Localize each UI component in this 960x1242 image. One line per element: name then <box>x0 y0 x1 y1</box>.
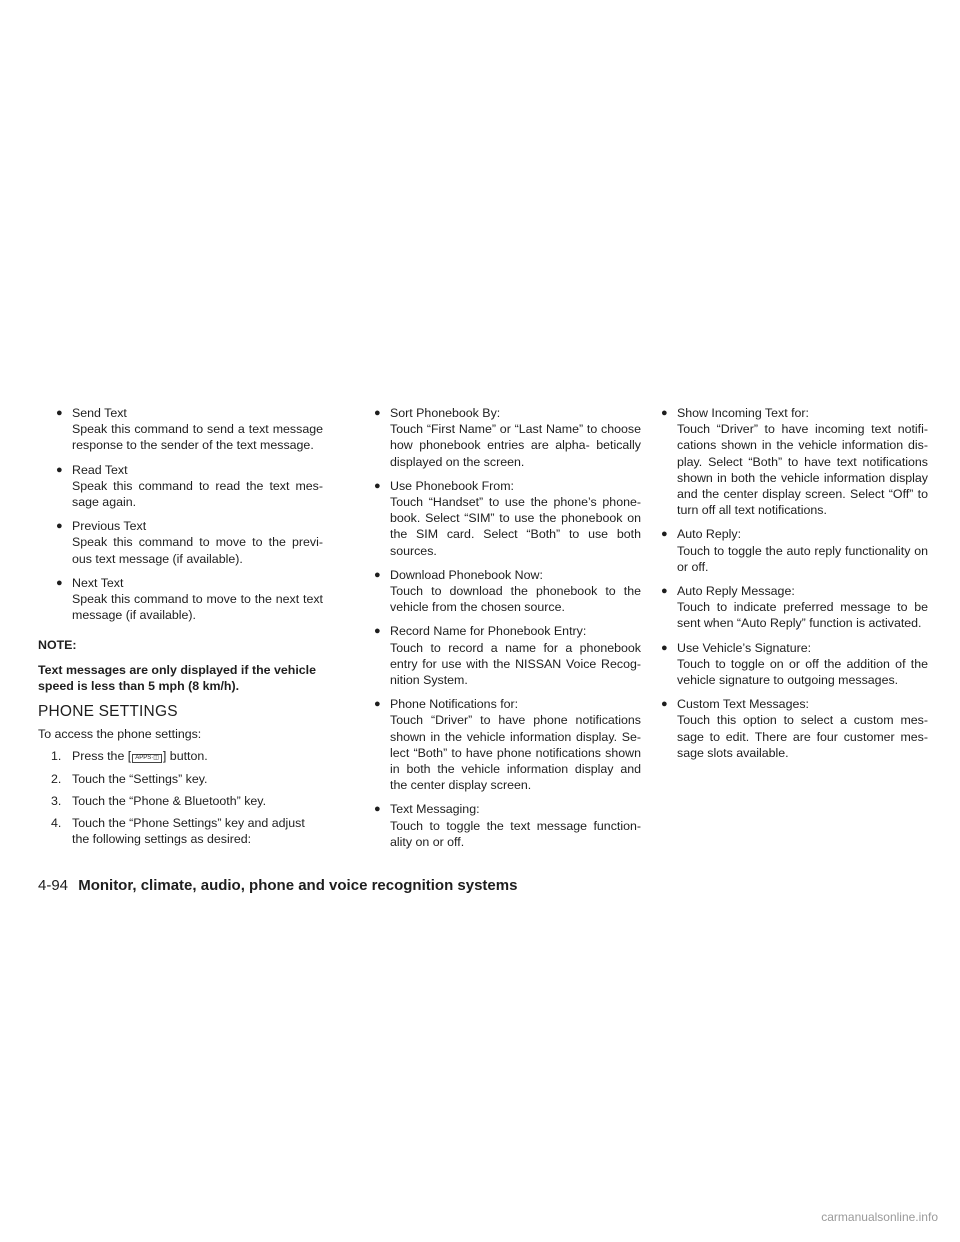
list-item <box>643 696 928 761</box>
list-item <box>356 801 641 850</box>
step-item <box>38 815 323 847</box>
step-text: Touch the “Settings” key. <box>72 771 208 786</box>
bullet-icon: ● <box>374 625 381 638</box>
bullet-icon: ● <box>661 641 668 654</box>
item-description: Touch to record a name for a phonebook entry for use with the NISSAN Voice Recog- nition System. <box>390 640 641 688</box>
list-item <box>38 462 323 511</box>
item-description: Speak this command to move to the previ- ous text message (if available). <box>72 535 323 566</box>
note-label: NOTE: <box>38 638 77 653</box>
item-description: Touch “Handset” to use the phone’s phone- book. Select “SIM” to use the phonebook on the SIM card. Select “Both” to use both sources. <box>390 495 641 558</box>
item-description: Touch “First Name” or “Last Name” to choose how phonebook entries are alpha- betically displayed on the screen. <box>390 422 641 469</box>
item-title: Record Name for Phonebook Entry: <box>390 624 587 639</box>
list-item <box>38 518 323 567</box>
bullet-icon: ● <box>56 520 63 533</box>
bullet-icon: ● <box>661 698 668 711</box>
bullet-icon: ● <box>56 576 63 589</box>
item-title: Use Phonebook From: <box>390 478 514 493</box>
step-text: Touch the “Phone & Bluetooth” key. <box>72 793 267 808</box>
step-number: 3. <box>51 793 62 808</box>
item-description: Touch “Driver” to have incoming text notifi- cations shown in the vehicle information dis- play. Select “Both” to have text notifications shown in both the vehicle information display and the center display screen. Select “Off” to turn off all text notifications. <box>677 422 928 518</box>
item-description: Touch to toggle on or off the addition of the vehicle signature to outgoing messages. <box>677 656 928 688</box>
list-item <box>643 405 928 518</box>
bullet-icon: ● <box>374 698 381 711</box>
list-item <box>643 640 928 689</box>
item-description: Speak this command to send a text message response to the sender of the text message. <box>72 422 323 453</box>
item-description: Speak this command to read the text mes- sage again. <box>72 478 323 510</box>
list-item <box>38 575 323 624</box>
item-description: Touch to indicate preferred message to be sent when “Auto Reply” function is activated. <box>677 600 928 631</box>
list-item <box>643 583 928 632</box>
step-item <box>38 748 323 764</box>
bullet-icon: ● <box>661 528 668 541</box>
item-title: Auto Reply: <box>677 527 742 542</box>
item-title: Text Messaging: <box>390 802 480 817</box>
bullet-icon: ● <box>56 463 63 476</box>
item-title: Show Incoming Text for: <box>677 406 810 420</box>
item-description: Touch to toggle the auto reply functionality on or off. <box>677 543 928 574</box>
list-item <box>356 623 641 688</box>
list-item <box>356 478 641 559</box>
apps-button-icon: APPS·◫ <box>132 754 162 763</box>
item-title: Send Text <box>72 406 127 420</box>
list-item <box>38 405 323 454</box>
section-heading: PHONE SETTINGS <box>38 703 178 721</box>
step-item <box>38 793 323 809</box>
item-title: Phone Notifications for: <box>390 697 519 712</box>
intro-text: To access the phone settings: <box>38 727 202 742</box>
page-number: 4-94 <box>38 877 69 894</box>
bullet-icon: ● <box>661 407 668 419</box>
list-item <box>356 696 641 793</box>
item-title: Use Vehicle’s Signature: <box>677 640 812 655</box>
footer-title: Monitor, climate, audio, phone and voice recognition systems <box>78 877 518 894</box>
note-text: Text messages are only displayed if the vehicle speed is less than 5 mph (8 km/h). <box>38 662 316 693</box>
item-title: Sort Phonebook By: <box>390 406 501 420</box>
column-2 <box>356 405 641 858</box>
step-item <box>38 771 323 787</box>
page-footer <box>38 877 517 894</box>
item-title: Next Text <box>72 575 124 590</box>
list-item <box>356 405 641 470</box>
column-1 <box>38 405 323 853</box>
list-item <box>356 567 641 616</box>
step-text-after: ] button. <box>162 749 208 764</box>
step-text: Touch the “Phone Settings” key and adjust the following settings as desired: <box>72 816 305 847</box>
step-text-before: Press the [ <box>72 749 132 764</box>
bullet-icon: ● <box>661 585 668 598</box>
item-description: Speak this command to move to the next text message (if available). <box>72 592 323 623</box>
step-number: 2. <box>51 771 62 786</box>
bullet-icon: ● <box>374 479 381 492</box>
watermark: carmanualsonline.info <box>821 1210 938 1224</box>
item-title: Auto Reply Message: <box>677 584 795 599</box>
item-title: Previous Text <box>72 519 147 534</box>
step-number: 1. <box>51 749 62 764</box>
bullet-icon: ● <box>374 568 381 581</box>
bullet-icon: ● <box>374 803 381 816</box>
step-number: 4. <box>51 816 62 831</box>
column-3 <box>643 405 928 769</box>
item-description: Touch “Driver” to have phone notifications shown in the vehicle information display. Se- lect “Both” to have phone notifications shown in both the vehicle information display and the center display screen. <box>390 713 641 793</box>
item-title: Custom Text Messages: <box>677 697 809 712</box>
item-title: Download Phonebook Now: <box>390 567 543 582</box>
bullet-icon: ● <box>56 407 63 419</box>
list-item <box>643 526 928 575</box>
item-title: Read Text <box>72 462 128 477</box>
item-description: Touch to download the phonebook to the vehicle from the chosen source. <box>390 584 641 615</box>
bullet-icon: ● <box>374 407 381 419</box>
item-description: Touch to toggle the text message function- ality on or off. <box>390 818 641 849</box>
item-description: Touch this option to select a custom mes- sage to edit. There are four customer mes- sage slots available. <box>677 713 928 760</box>
